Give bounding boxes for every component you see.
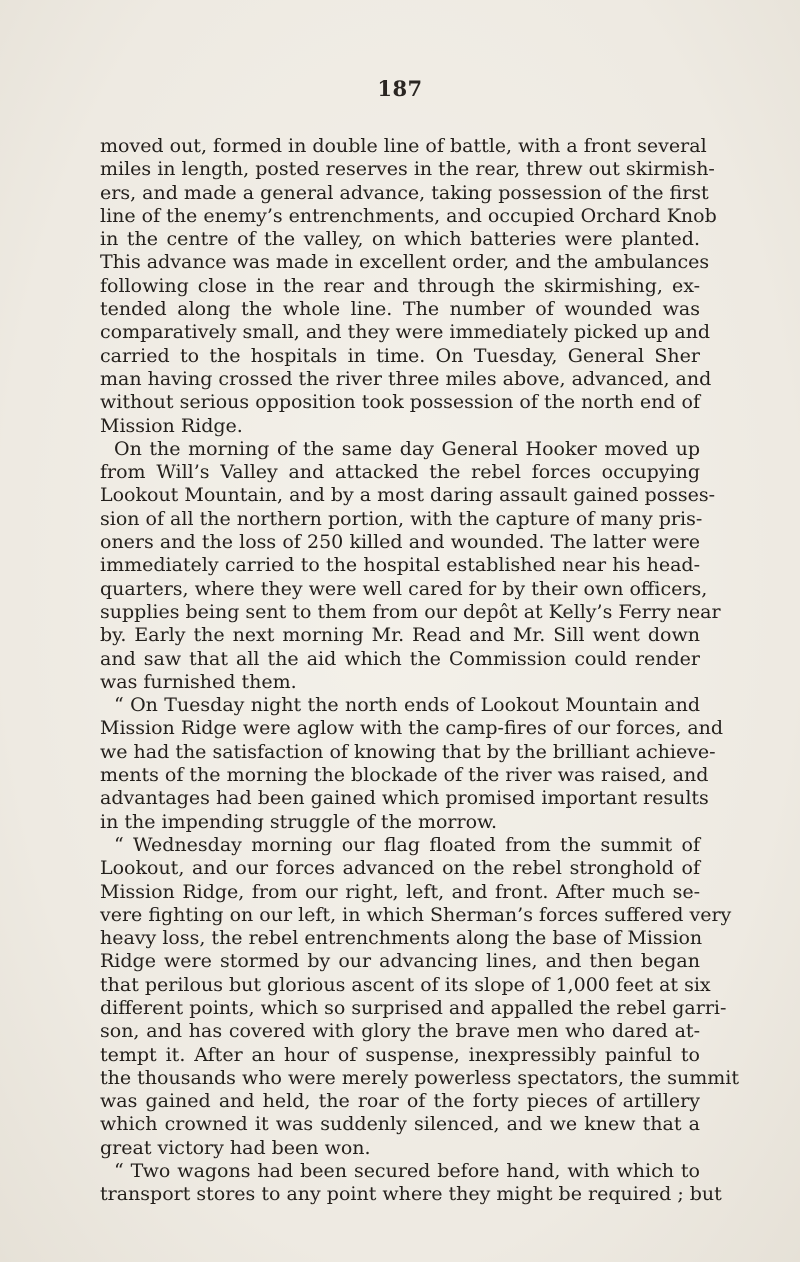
text-line: that perilous but glorious ascent of its slope of 1,000 feet at six [100,973,711,996]
text-line: miles in length, posted reserves in the rear, threw out skirmish- [100,158,715,181]
text-line: line of the enemy’s entrenchments, and occupied Orchard Knob [100,204,717,227]
text-line: advantages had been gained which promised important results [100,787,709,810]
text-line: immediately carried to the hospital established near his head- [100,554,700,577]
text-line: we had the satisfaction of knowing that by the brilliant achieve- [100,740,716,763]
text-line: son, and has covered with glory the brave men who dared at- [100,1020,700,1043]
text-line: Mission Ridge were aglow with the camp-fires of our forces, and [100,717,724,740]
text-line: ers, and made a general advance, taking possession of the first [100,181,709,204]
text-line: oners and the loss of 250 killed and wounded. The latter were [100,531,700,554]
body-text [100,135,739,1207]
text-line: comparatively small, and they were immediately picked up and [100,321,711,344]
text-line: and saw that all the aid which the Commission could render [100,647,700,670]
text-line: supplies being sent to them from our depôt at Kelly’s Ferry near [100,600,721,623]
text-line: Mission Ridge. [100,414,243,437]
text-line: without serious opposition took possession of the north end of [100,391,700,414]
text-line: vere fighting on our left, in which Sherman’s forces suffered very [100,903,732,926]
text-line: “ Two wagons had been secured before hand, with which to [114,1160,700,1183]
text-line: from Will’s Valley and attacked the rebel forces occupying [100,461,700,484]
text-line: Lookout, and our forces advanced on the rebel stronghold of [100,857,700,880]
text-line: different points, which so surprised and appalled the rebel garri- [100,996,727,1019]
text-line: was furnished them. [100,670,297,693]
text-line: great victory had been won. [100,1136,371,1159]
text-line: man having crossed the river three miles above, advanced, and [100,367,712,390]
text-line: quarters, where they were well cared for by their own officers, [100,577,708,600]
text-line: the thousands who were merely powerless spectators, the summit [100,1066,739,1089]
text-line: which crowned it was suddenly silenced, and we knew that a [100,1113,700,1136]
text-line: Ridge were stormed by our advancing lines, and then began [100,950,700,973]
text-line: Lookout Mountain, and by a most daring assault gained posses- [100,484,716,507]
text-line: tended along the whole line. The number of wounded was [100,298,700,321]
text-line: tempt it. After an hour of suspense, inexpressibly painful to [100,1043,700,1066]
text-line: Mission Ridge, from our right, left, and front. After much se- [100,880,700,903]
text-line: in the centre of the valley, on which batteries were planted. [100,228,700,251]
text-line: was gained and held, the roar of the forty pieces of artillery [100,1090,700,1113]
text-line: This advance was made in excellent order, and the ambulances [100,251,710,274]
text-line: transport stores to any point where they might be required ; but [100,1183,722,1206]
text-line: by. Early the next morning Mr. Read and Mr. Sill went down [100,624,700,647]
text-line: carried to the hospitals in time. On Tuesday, General Sher [100,344,700,367]
page-number: 187 [377,76,423,101]
text-line: On the morning of the same day General Hooker moved up [114,437,700,460]
text-line: “ Wednesday morning our flag floated from the summit of [114,833,700,856]
text-line: ments of the morning the blockade of the river was raised, and [100,764,709,787]
text-line: moved out, formed in double line of battle, with a front several [100,135,707,157]
text-line: heavy loss, the rebel entrenchments along the base of Mission [100,927,703,950]
text-line: sion of all the northern portion, with the capture of many pris- [100,507,703,530]
text-line: following close in the rear and through the skirmishing, ex- [100,274,700,297]
text-line: “ On Tuesday night the north ends of Lookout Mountain and [114,694,700,717]
text-line: in the impending struggle of the morrow. [100,810,498,833]
